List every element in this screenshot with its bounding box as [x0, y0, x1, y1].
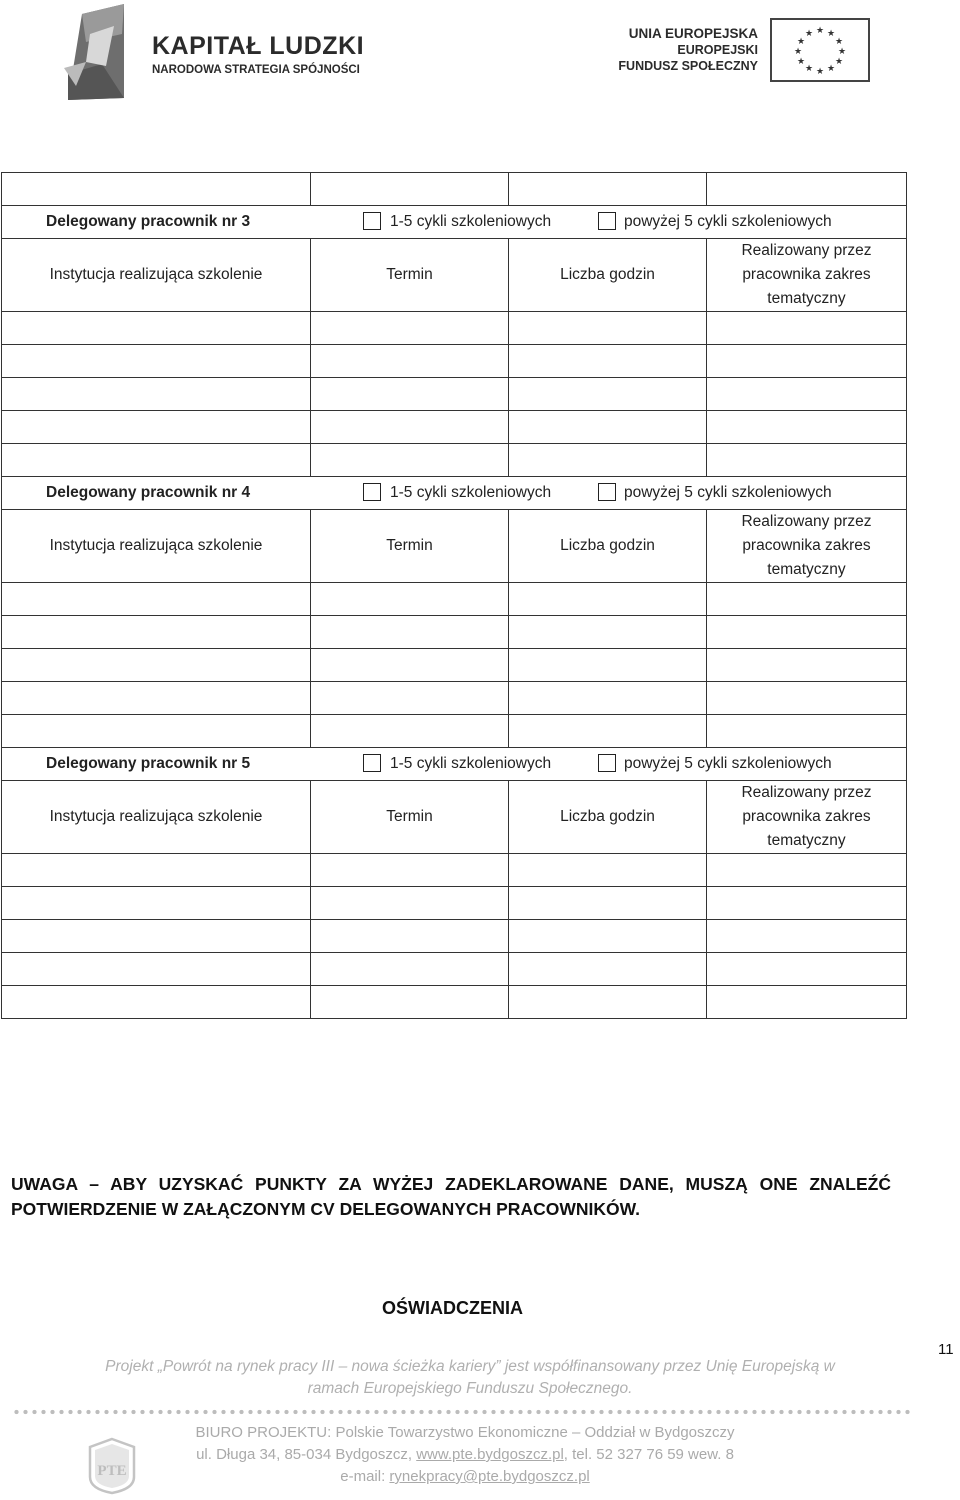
- column-header-hours: Liczba godzin: [509, 510, 707, 583]
- table-row: [2, 854, 907, 887]
- svg-text:★: ★: [815, 67, 825, 77]
- pte-logo-icon: [86, 1437, 138, 1495]
- table-row: [2, 953, 907, 986]
- pte-logo-text: PTE: [97, 1463, 127, 1479]
- table-cell[interactable]: [2, 953, 311, 986]
- table-cell[interactable]: [2, 173, 311, 206]
- eu-flag-icon: [770, 18, 870, 82]
- footer-office-info: [165, 1422, 765, 1488]
- table-cell[interactable]: [509, 920, 707, 953]
- table-row: [2, 411, 907, 444]
- table-cell[interactable]: [2, 986, 311, 1019]
- table-cell[interactable]: [2, 854, 311, 887]
- svg-text:★: ★: [804, 64, 814, 74]
- table-cell[interactable]: [509, 986, 707, 1019]
- column-header-hours: Liczba godzin: [509, 239, 707, 312]
- table-cell[interactable]: [311, 345, 509, 378]
- table-cell[interactable]: [2, 715, 311, 748]
- footer-phone: , tel. 52 327 76 59 wew. 8: [563, 1446, 734, 1463]
- employee-3-option-1-label: 1-5 cykli szkoleniowych: [390, 213, 552, 230]
- table-row: [2, 583, 907, 616]
- table-cell[interactable]: [707, 411, 907, 444]
- kapital-ludzki-title: KAPITAŁ LUDZKI: [152, 32, 365, 60]
- kapital-ludzki-logo: [62, 4, 382, 100]
- declarations-heading: OŚWIADCZENIA: [382, 1298, 523, 1318]
- table-cell[interactable]: [2, 649, 311, 682]
- column-header-scope: Realizowany przez pracownika zakres tematyczny: [707, 510, 907, 583]
- employee-5-row: [2, 748, 907, 781]
- footer-project-line1: Projekt „Powrót na rynek pracy III – nowa ścieżka kariery” jest współfinansowany przez Unię Europejską w: [105, 1358, 835, 1375]
- svg-text:★: ★: [834, 37, 844, 47]
- svg-text:★: ★: [804, 29, 814, 39]
- table-cell[interactable]: [311, 312, 509, 345]
- footer-email-link[interactable]: rynekpracy@pte.bydgoszcz.pl: [389, 1468, 590, 1485]
- table-cell[interactable]: [509, 411, 707, 444]
- table-row: [2, 312, 907, 345]
- table-cell[interactable]: [707, 583, 907, 616]
- kapital-ludzki-emblem-icon: [62, 4, 142, 100]
- column-header-term: Termin: [311, 239, 509, 312]
- svg-text:★: ★: [796, 57, 806, 67]
- table-cell[interactable]: [509, 953, 707, 986]
- footer-office-line3: [165, 1466, 765, 1488]
- table-cell[interactable]: [707, 444, 907, 477]
- table-cell[interactable]: [509, 682, 707, 715]
- table-cell[interactable]: [311, 887, 509, 920]
- employee-5-option-1-label: 1-5 cykli szkoleniowych: [390, 755, 552, 772]
- table-cell[interactable]: [311, 986, 509, 1019]
- column-header-term: Termin: [311, 510, 509, 583]
- table-cell[interactable]: [707, 173, 907, 206]
- svg-text:★: ★: [837, 47, 847, 57]
- employee-3-row: [2, 206, 907, 239]
- table-cell[interactable]: [509, 444, 707, 477]
- table-cell[interactable]: [2, 583, 311, 616]
- employee-5-option-1-checkbox[interactable]: [363, 754, 381, 772]
- table-cell[interactable]: [311, 173, 509, 206]
- table-row: [2, 378, 907, 411]
- table-cell[interactable]: [509, 345, 707, 378]
- svg-text:★: ★: [793, 47, 803, 57]
- page-number: 11: [938, 1341, 954, 1358]
- employee-3-label: Delegowany pracownik nr 3: [46, 213, 251, 230]
- table-cell[interactable]: [311, 854, 509, 887]
- svg-text:★: ★: [826, 29, 836, 39]
- employee-4-row: [2, 477, 907, 510]
- table-cell[interactable]: [509, 583, 707, 616]
- table-row: [2, 682, 907, 715]
- table-cell[interactable]: [509, 173, 707, 206]
- table-cell[interactable]: [311, 682, 509, 715]
- employee-3-option-2-label: powyżej 5 cykli szkoleniowych: [624, 213, 832, 230]
- table-cell[interactable]: [311, 715, 509, 748]
- table-cell[interactable]: [509, 649, 707, 682]
- column-header-scope: Realizowany przez pracownika zakres tematyczny: [707, 239, 907, 312]
- column-header-scope: Realizowany przez pracownika zakres tematyczny: [707, 781, 907, 854]
- footer-project-info: [20, 1356, 920, 1400]
- footer-email-label: e-mail:: [340, 1468, 390, 1485]
- employee-4-header-row: [2, 510, 907, 583]
- table-cell[interactable]: [509, 616, 707, 649]
- table-cell[interactable]: [707, 715, 907, 748]
- table-cell[interactable]: [707, 649, 907, 682]
- eu-logo-line3: FUNDUSZ SPOŁECZNY: [618, 59, 758, 73]
- column-header-term: Termin: [311, 781, 509, 854]
- table-cell[interactable]: [707, 312, 907, 345]
- table-cell[interactable]: [2, 444, 311, 477]
- column-header-institution: Instytucja realizująca szkolenie: [2, 239, 311, 312]
- table-cell[interactable]: [707, 887, 907, 920]
- table-cell[interactable]: [2, 378, 311, 411]
- table-row: [2, 649, 907, 682]
- table-cell[interactable]: [311, 616, 509, 649]
- table-cell[interactable]: [707, 854, 907, 887]
- table-cell[interactable]: [707, 345, 907, 378]
- table-cell[interactable]: [2, 312, 311, 345]
- column-header-hours: Liczba godzin: [509, 781, 707, 854]
- table-cell[interactable]: [509, 854, 707, 887]
- table-cell[interactable]: [311, 411, 509, 444]
- table-cell[interactable]: [707, 616, 907, 649]
- cv-confirmation-note: UWAGA – ABY UZYSKAĆ PUNKTY ZA WYŻEJ ZADEKLAROWANE DANE, MUSZĄ ONE ZNALEŹĆ POTWIERDZENIE W ZAŁĄCZONYM CV DELEGOWANYCH PRACOWNIKÓW.: [11, 1174, 891, 1219]
- table-cell[interactable]: [311, 920, 509, 953]
- table-cell[interactable]: [509, 378, 707, 411]
- employee-4-option-2-label: powyżej 5 cykli szkoleniowych: [624, 484, 832, 501]
- table-cell[interactable]: [707, 378, 907, 411]
- employee-4-option-2-checkbox[interactable]: [598, 483, 616, 501]
- table-row: [2, 920, 907, 953]
- eu-logo-line1: UNIA EUROPEJSKA: [628, 26, 758, 41]
- table-row: [2, 715, 907, 748]
- table-cell[interactable]: [2, 345, 311, 378]
- employee-4-label: Delegowany pracownik nr 4: [46, 484, 251, 501]
- footer-website-link[interactable]: www.pte.bydgoszcz.pl: [416, 1446, 564, 1463]
- table-cell[interactable]: [509, 312, 707, 345]
- table-row: [2, 887, 907, 920]
- column-header-institution: Instytucja realizująca szkolenie: [2, 781, 311, 854]
- table-cell[interactable]: [2, 920, 311, 953]
- eu-logo-line2: EUROPEJSKI: [677, 43, 758, 57]
- table-cell[interactable]: [311, 953, 509, 986]
- table-cell[interactable]: [2, 411, 311, 444]
- employee-4-option-1-checkbox[interactable]: [363, 483, 381, 501]
- table-cell[interactable]: [311, 444, 509, 477]
- employee-5-option-2-checkbox[interactable]: [598, 754, 616, 772]
- employee-3-header-row: [2, 239, 907, 312]
- table-cell[interactable]: [707, 986, 907, 1019]
- table-cell[interactable]: [707, 682, 907, 715]
- employee-3-option-2-checkbox[interactable]: [598, 212, 616, 230]
- table-cell[interactable]: [311, 649, 509, 682]
- footer-office-line2: [165, 1444, 765, 1466]
- footer-office-line1: BIURO PROJEKTU: Polskie Towarzystwo Ekonomiczne – Oddział w Bydgoszczy: [195, 1424, 735, 1441]
- table-cell[interactable]: [707, 920, 907, 953]
- table-cell[interactable]: [509, 887, 707, 920]
- footer-dotted-divider: [12, 1409, 912, 1415]
- table-row: [2, 345, 907, 378]
- table-row: [2, 444, 907, 477]
- table-row: [2, 986, 907, 1019]
- column-header-institution: Instytucja realizująca szkolenie: [2, 510, 311, 583]
- employee-5-label: Delegowany pracownik nr 5: [46, 755, 251, 772]
- employee-4-option-1-label: 1-5 cykli szkoleniowych: [390, 484, 552, 501]
- eu-logo: [620, 16, 870, 86]
- training-table: [1, 172, 907, 1019]
- table-cell[interactable]: [311, 583, 509, 616]
- table-cell[interactable]: [2, 887, 311, 920]
- table-row: [2, 616, 907, 649]
- table-cell[interactable]: [311, 378, 509, 411]
- table-cell[interactable]: [509, 715, 707, 748]
- employee-5-option-2-label: powyżej 5 cykli szkoleniowych: [624, 755, 832, 772]
- employee-5-header-row: [2, 781, 907, 854]
- employee-3-option-1-checkbox[interactable]: [363, 212, 381, 230]
- footer-address: ul. Długa 34, 85-034 Bydgoszcz,: [196, 1446, 417, 1463]
- table-cell[interactable]: [707, 953, 907, 986]
- table-cell[interactable]: [2, 682, 311, 715]
- svg-text:★: ★: [815, 26, 825, 36]
- svg-text:★: ★: [834, 57, 844, 67]
- svg-text:★: ★: [826, 64, 836, 74]
- table-cell[interactable]: [2, 616, 311, 649]
- kapital-ludzki-subtitle: NARODOWA STRATEGIA SPÓJNOŚCI: [152, 64, 360, 76]
- svg-text:★: ★: [796, 37, 806, 47]
- table-row-empty: [2, 173, 907, 206]
- footer-project-line2: ramach Europejskiego Funduszu Społecznego.: [307, 1380, 633, 1397]
